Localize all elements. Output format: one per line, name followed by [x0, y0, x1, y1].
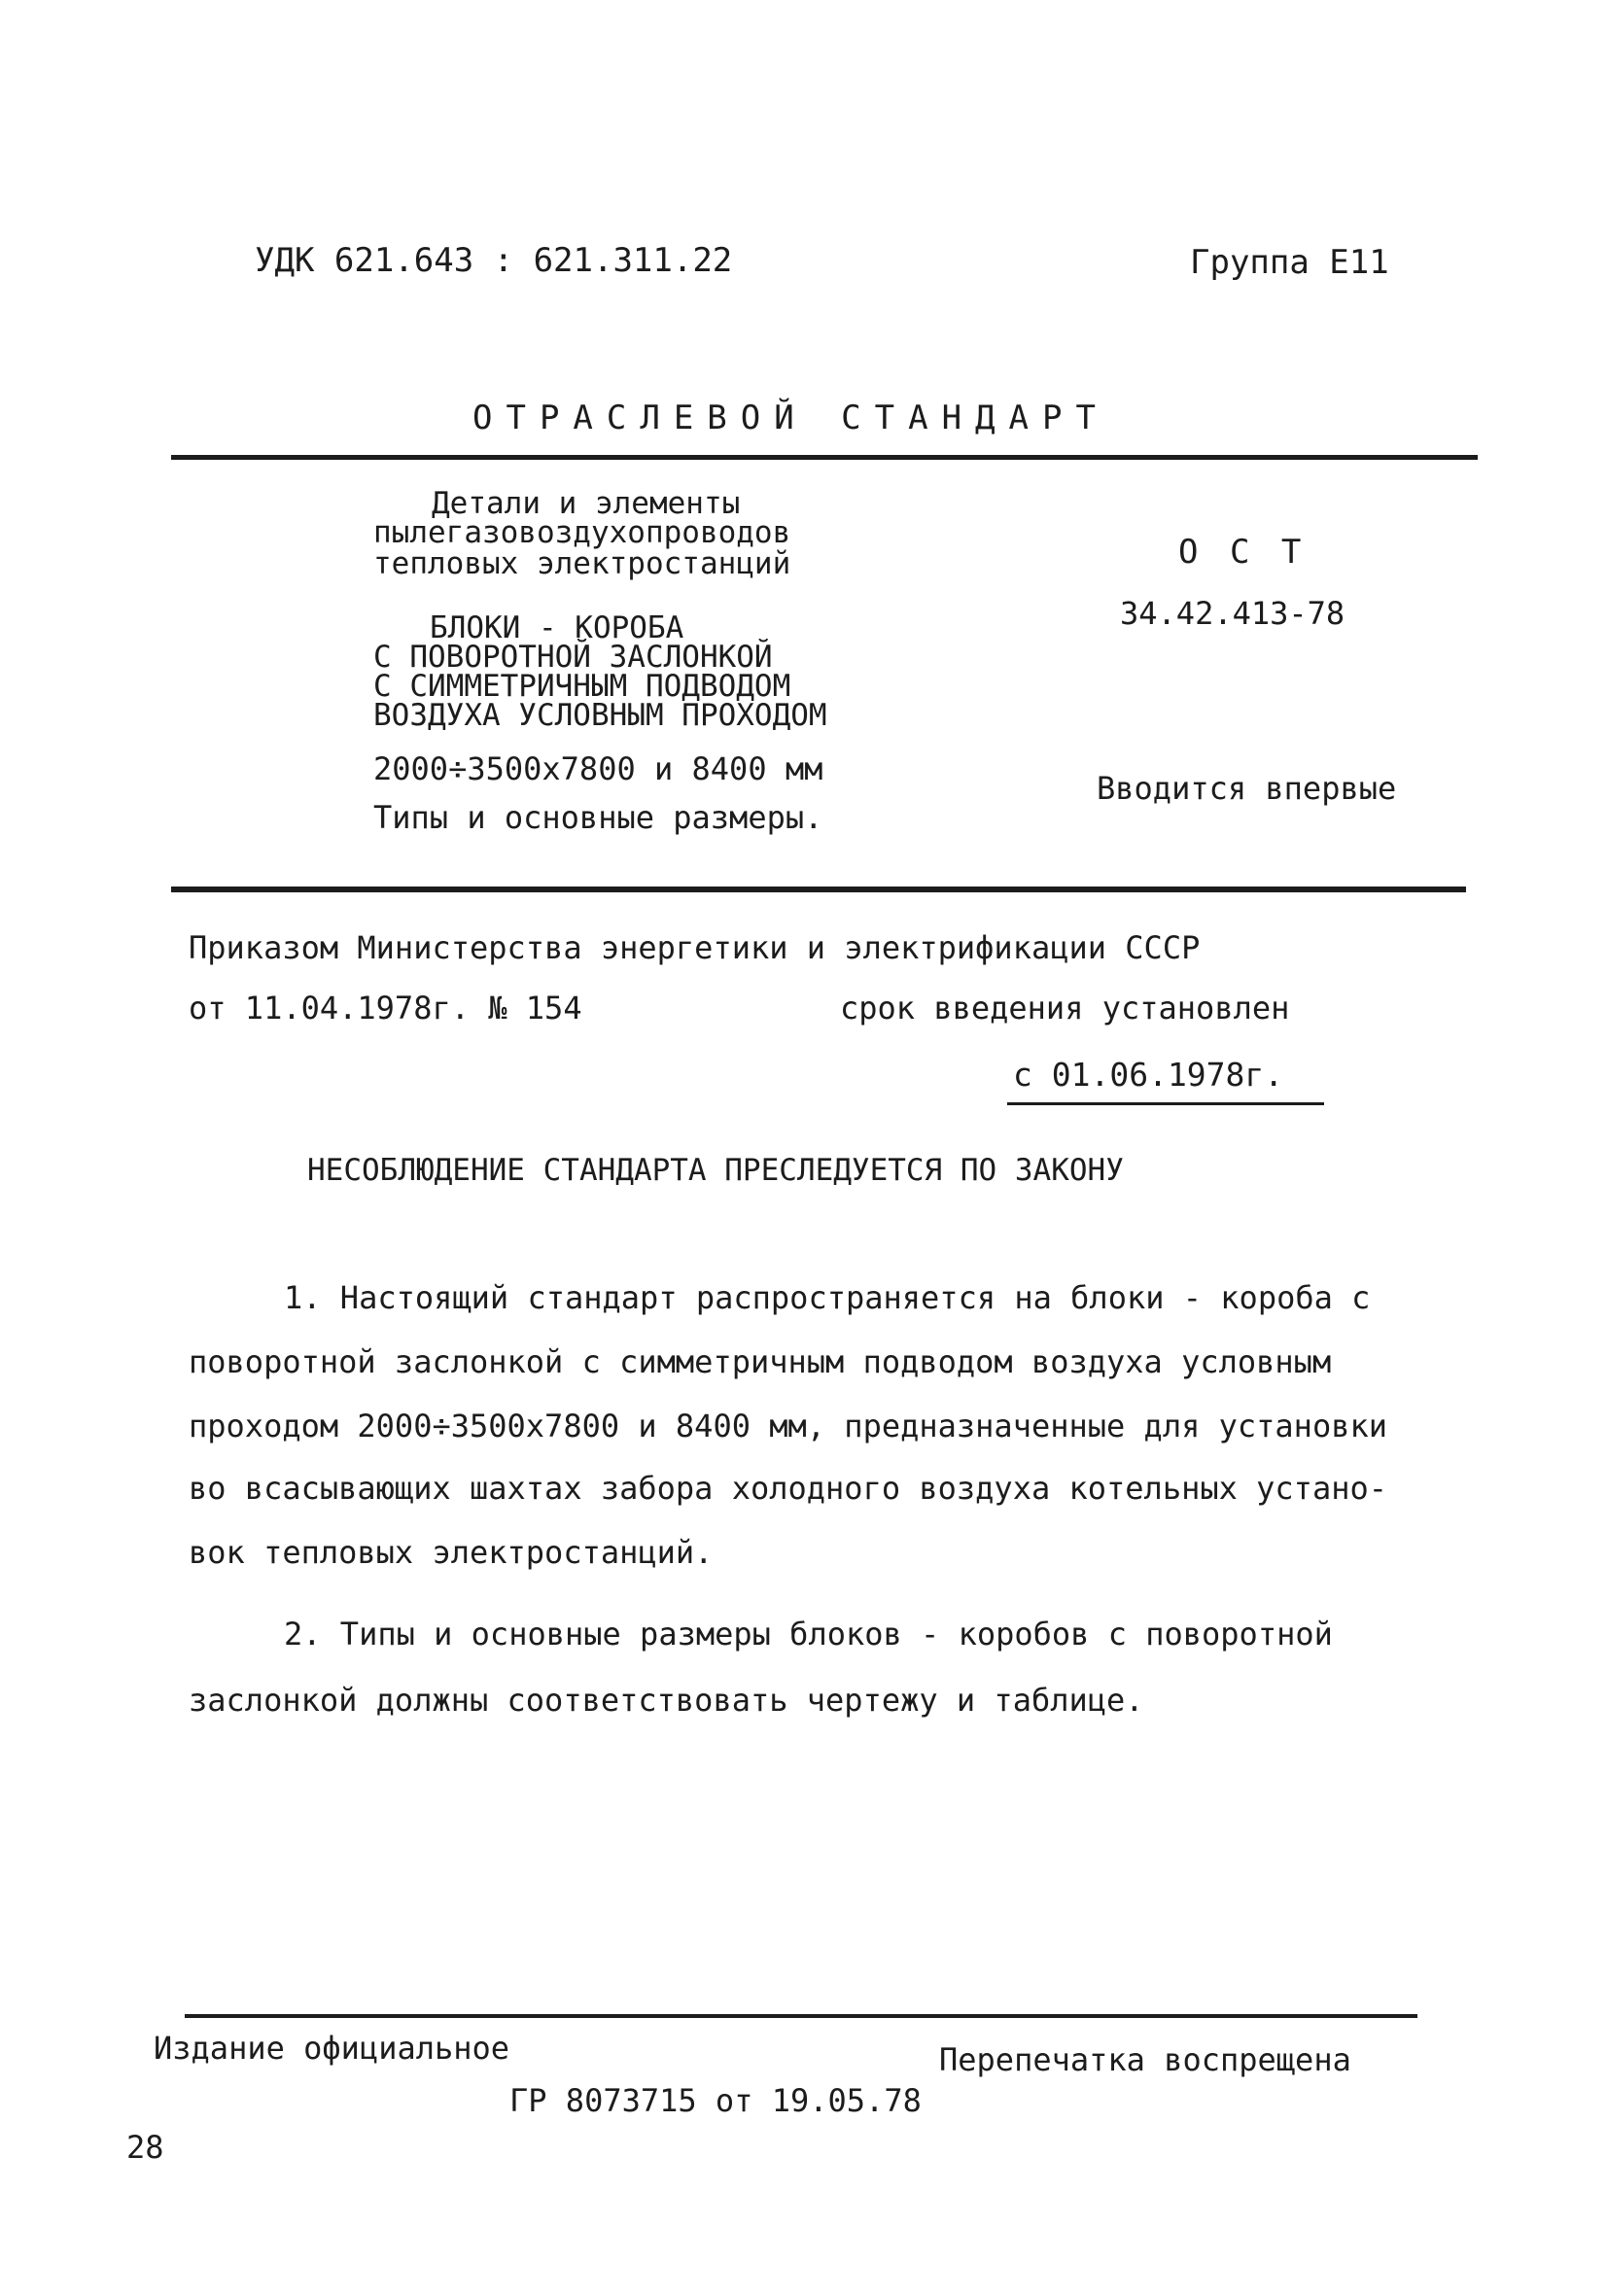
block-title-4: ВОЗДУХА УСЛОВНЫМ ПРОХОДОМ [373, 698, 827, 733]
order-line: Приказом Министерства энергетики и электрификации СССР [189, 929, 1201, 966]
block-title-3: С СИММЕТРИЧНЫМ ПОДВОДОМ [373, 669, 791, 704]
block-title-2: С ПОВОРОТНОЙ ЗАСЛОНКОЙ [373, 640, 773, 675]
page-number: 28 [126, 2129, 164, 2166]
ost-status: Вводится впервые [1097, 770, 1397, 807]
registration-number: ГР 8073715 от 19.05.78 [509, 2082, 922, 2119]
subject-line-1: Детали и элементы [432, 486, 741, 521]
reprint-notice: Перепечатка воспрещена [939, 2041, 1351, 2078]
block-title-1: БЛОКИ - КОРОБА [430, 610, 684, 645]
standard-title: ОТРАСЛЕВОЙ СТАНДАРТ [472, 399, 1109, 437]
subject-rule [171, 887, 1466, 892]
subject-line-2: пылегазовоздухопроводов [373, 515, 791, 550]
edition-label: Издание официальное [154, 2030, 510, 2067]
footer-rule [185, 2014, 1417, 2018]
paragraph-1-line-4: во всасывающих шахтах забора холодного воздуха котельных устано- [189, 1470, 1387, 1507]
title-rule [171, 455, 1478, 460]
effective-date: с 01.06.1978г. [1013, 1056, 1284, 1094]
paragraph-1-line-3: проходом 2000÷3500х7800 и 8400 мм, предназначенные для установки [189, 1408, 1387, 1444]
paragraph-1-line-1: 1. Настоящий стандарт распространяется на блоки - короба с [284, 1279, 1371, 1316]
ost-number: 34.42.413-78 [1120, 595, 1345, 632]
effective-date-underline [1007, 1102, 1324, 1105]
effective-term: срок введения установлен [840, 990, 1290, 1026]
dimensions-line: 2000÷3500х7800 и 8400 мм [373, 750, 823, 787]
paragraph-1-line-5: вок тепловых электростанций. [189, 1534, 714, 1571]
types-line: Типы и основные размеры. [373, 799, 823, 836]
ost-label: О С Т [1178, 533, 1308, 572]
paragraph-2-line-1: 2. Типы и основные размеры блоков - коробов с поворотной [284, 1616, 1333, 1652]
group-code: Группа Е11 [1190, 243, 1389, 282]
subject-line-3: тепловых электростанций [373, 546, 791, 581]
paragraph-2-line-2: заслонкой должны соответствовать чертежу и таблице. [189, 1682, 1144, 1719]
udk-code: УДК 621.643 : 621.311.22 [255, 241, 733, 280]
legal-warning: НЕСОБЛЮДЕНИЕ СТАНДАРТА ПРЕСЛЕДУЕТСЯ ПО ЗАКОНУ [307, 1153, 1124, 1188]
paragraph-1-line-2: поворотной заслонкой с симметричным подводом воздуха условным [189, 1343, 1332, 1380]
order-date-number: от 11.04.1978г. № 154 [189, 990, 582, 1026]
